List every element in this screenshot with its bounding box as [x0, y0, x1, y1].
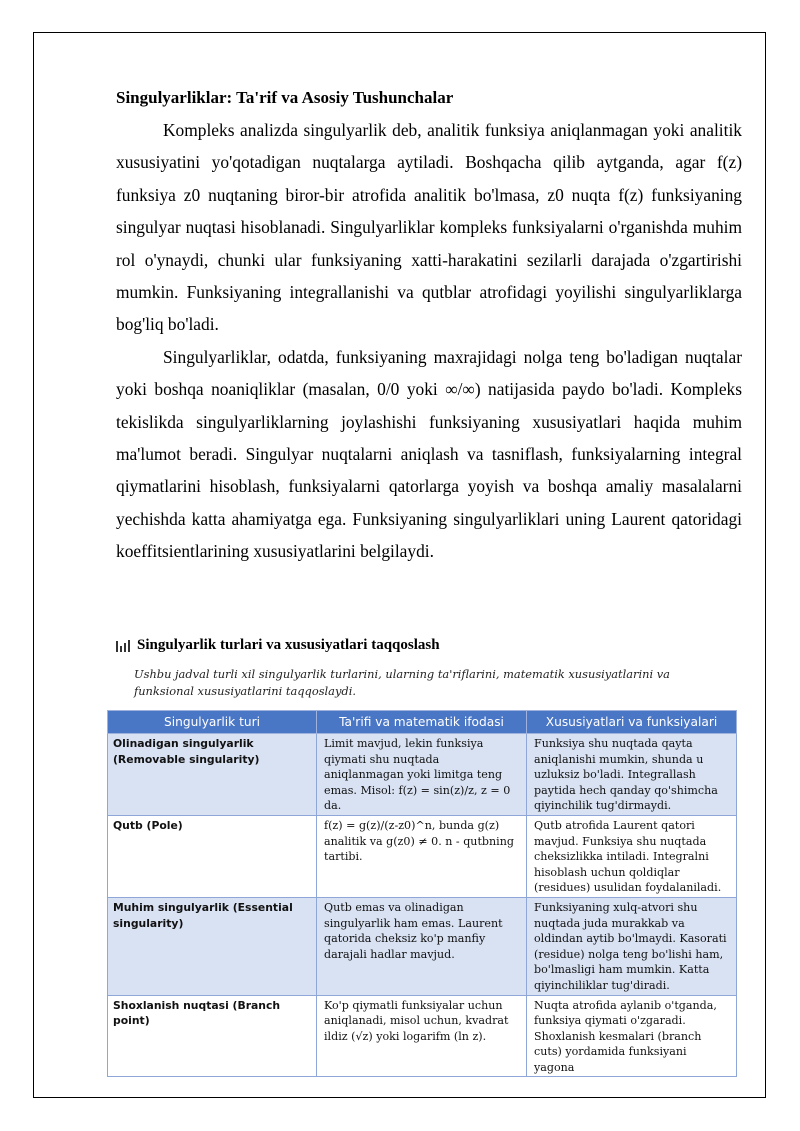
bar-chart-icon: [116, 640, 130, 652]
cell-properties: Funksiyaning xulq-atvori shu nuqtada juda murakkab va oldindan aytib bo'lmaydi. Kasorati (residue) nolga teng bo'lishi ham, bo'lmasligi ham mumkin. Katta qiyinchiliklar tug'diradi.: [527, 897, 737, 995]
table-row: [108, 815, 737, 897]
header-definition: Ta'rifi va matematik ifodasi: [317, 711, 527, 734]
cell-definition: Ko'p qiymatli funksiyalar uchun aniqlanadi, misol uchun, kvadrat ildiz (√z) yoki logarifm (ln z).: [317, 995, 527, 1077]
paragraph-2: Singulyarliklar, odatda, funksiyaning maxrajidagi nolga teng bo'ladigan nuqtalar yoki boshqa noaniqliklar (masalan, 0/0 yoki ∞/∞) natijasida paydo bo'ladi. Kompleks tekislikda singulyarliklarning joylashishi funksiyaning xususiyatlari haqida muhim ma'lumot beradi. Singulyar nuqtalarni aniqlash va tasniflash, funksiyalarning integral qiymatlarini hisoblash, funksiyalarni qatorlarga yoyish va boshqa amaliy masalalarni yechishda katta ahamiyatga ega. Funksiyaning singulyarliklari uning Laurent qatoridagi koeffitsientlarining xususiyatlarini belgilaydi.: [116, 346, 742, 562]
cell-properties: Qutb atrofida Laurent qatori mavjud. Funksiya shu nuqtada cheksizlikka intiladi. Integralni hisoblash uchun qoldiqlar (residues) usulidan foydalaniladi.: [527, 815, 737, 897]
document-body: [116, 82, 742, 568]
cell-properties: Funksiya shu nuqtada qayta aniqlanishi mumkin, shunda u uzluksiz bo'ladi. Integrallash paytida hech qanday qo'shimcha qiyinchilik tug'dirmaydi.: [527, 734, 737, 816]
cell-definition: Qutb emas va olinadigan singulyarlik ham emas. Laurent qatorida cheksiz ko'p manfiy darajali hadlar mavjud.: [317, 897, 527, 995]
table-caption: Ushbu jadval turli xil singulyarlik turlarini, ularning ta'riflarini, matematik xususiyatlarini va funksional xususiyatlarini taqqoslaydi.: [134, 667, 670, 698]
table-row: [108, 897, 737, 995]
cell-type: Shoxlanish nuqtasi (Branch point): [108, 995, 317, 1077]
cell-definition: f(z) = g(z)/(z-z0)^n, bunda g(z) analitik va g(z0) ≠ 0. n - qutbning tartibi.: [317, 815, 527, 897]
table-title: Singulyarlik turlari va xususiyatlari taqqoslash: [137, 637, 440, 653]
header-properties: Xususiyatlari va funksiyalari: [527, 711, 737, 734]
cell-type: Muhim singulyarlik (Essential singularity): [108, 897, 317, 995]
singularity-comparison-table: [107, 710, 737, 1077]
cell-type: Qutb (Pole): [108, 815, 317, 897]
table-header-row: [108, 711, 737, 734]
table-row: [108, 995, 737, 1077]
header-type: Singulyarlik turi: [108, 711, 317, 734]
cell-type: Olinadigan singulyarlik (Removable singularity): [108, 734, 317, 816]
cell-definition: Limit mavjud, lekin funksiya qiymati shu nuqtada aniqlanmagan yoki limitga teng emas. Misol: f(z) = sin(z)/z, z = 0 da.: [317, 734, 527, 816]
paragraph-1: Kompleks analizda singulyarlik deb, analitik funksiya aniqlanmagan yoki analitik xususiyatini yo'qotadigan nuqtalarga aytiladi. Boshqacha qilib aytganda, agar f(z) funksiya z0 nuqtaning biror-bir atrofida analitik bo'lmasa, z0 nuqta f(z) funksiyaning singulyar nuqtasi hisoblanadi. Singulyarliklar kompleks funksiyalarni o'rganishda muhim rol o'ynaydi, chunki ular funksiyaning xatti-harakatini sezilarli darajada o'zgartirishi mumkin. Funksiyaning integrallanishi va qutblar atrofidagi yoyilishi singulyarliklarga bog'liq bo'ladi.: [116, 120, 742, 335]
section-heading: Singulyarliklar: Ta'rif va Asosiy Tushunchalar: [116, 88, 454, 107]
table-row: [108, 734, 737, 816]
table-heading: [116, 637, 440, 654]
cell-properties: Nuqta atrofida aylanib o'tganda, funksiya qiymati o'zgaradi. Shoxlanish kesmalari (branch cuts) yordamida funksiyani yagona: [527, 995, 737, 1077]
